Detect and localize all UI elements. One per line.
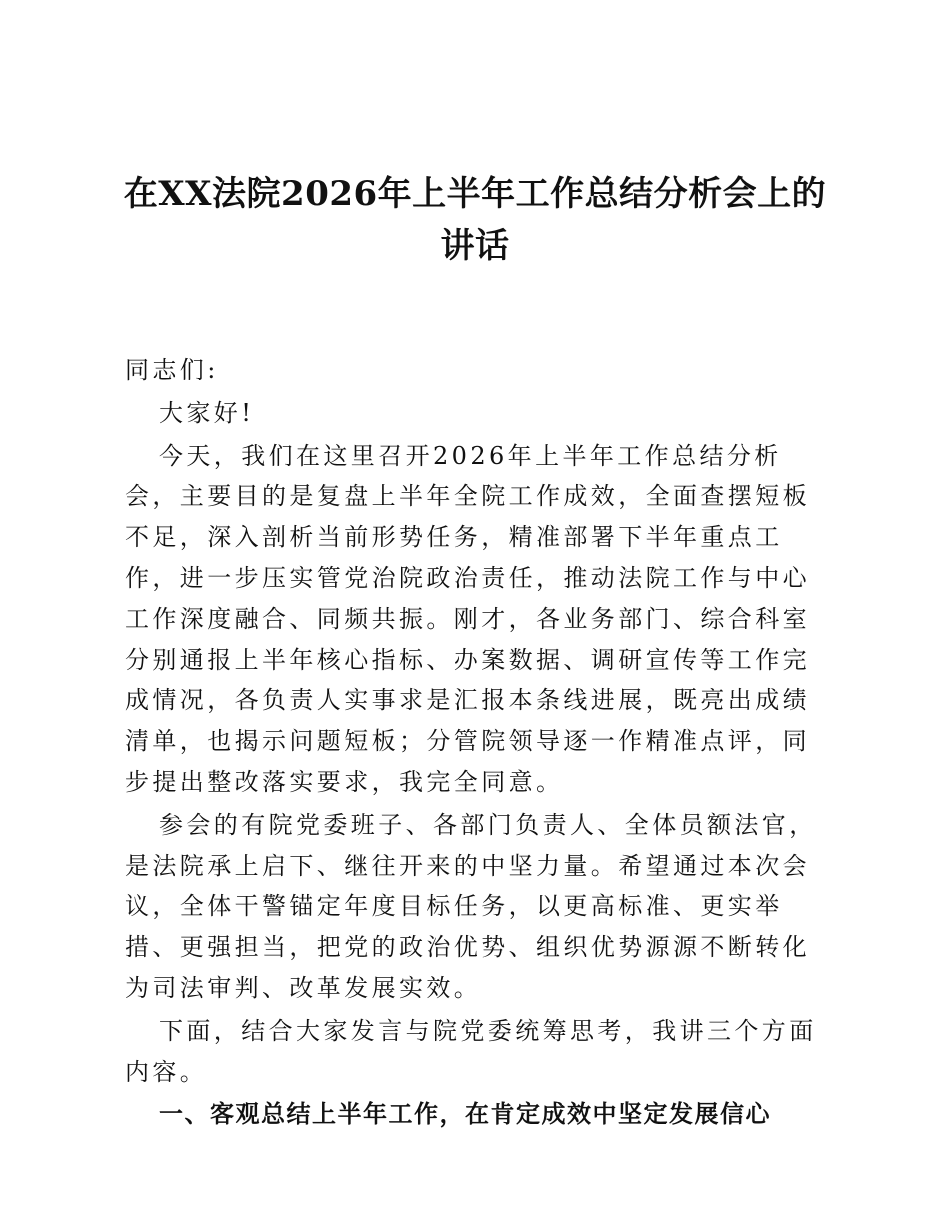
salutation: 同志们: [125,356,219,384]
paragraph-opening: 今天，我们在这里召开2026年上半年工作总结分析会，主要目的是复盘上半年全院工作成效，全面查摆短板不足，深入剖析当前形势任务，精准部署下半年重点工作，进一步压实管党治院政治责任，推动法院工作与中心工作深度融合、同频共振。刚才，各业务部门、综合科室分别通报上半年核心指标、办案数据、调研宣传等工作完成情况，各负责人实事求是汇报本条线进展，既亮出成绩清单，也揭示问题短板；分管院领导逐一作精准点评，同步提出整改落实要求，我完全同意。 [125,441,810,796]
document-body [125,350,831,1137]
section-heading-1: 一、客观总结上半年工作，在肯定成效中坚定发展信心 [159,1100,771,1129]
document-title: 在XX法院2026年上半年工作总结分析会上的讲话 [123,174,827,266]
greeting: 大家好! [159,398,255,427]
paragraph-outline: 下面，结合大家发言与院党委统筹思考，我讲三个方面内容。 [125,1016,817,1086]
paragraph-attendees: 参会的有院党委班子、各部门负责人、全体员额法官，是法院承上启下、继往开来的中坚力量。希望通过本次会议，全体干警锚定年度目标任务，以更高标准、更实举措、更强担当，把党的政治优势、组织优势源源不断转化为司法审判、改革发展实效。 [125,810,817,1002]
